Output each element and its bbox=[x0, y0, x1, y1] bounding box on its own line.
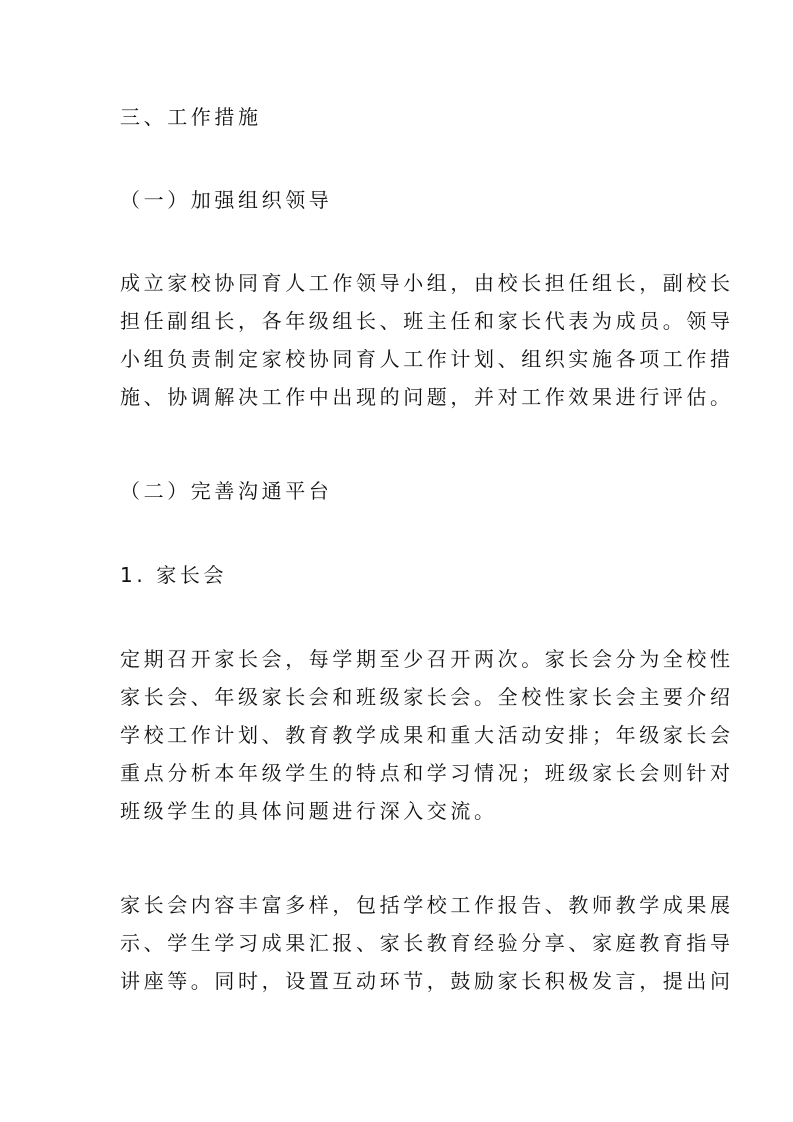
item-1-heading-text: 1. 家长会 bbox=[120, 563, 228, 587]
paragraph-line: 家长会、年级家长会和班级家长会。全校性家长会主要介绍 bbox=[120, 685, 734, 709]
subsection-1-paragraph bbox=[120, 264, 734, 416]
paragraph-line: 成立家校协同育人工作领导小组，由校长担任组长，副校长 bbox=[120, 271, 734, 295]
paragraph-line: 学校工作计划、教育教学成果和重大活动安排；年级家长会 bbox=[120, 723, 734, 747]
paragraph-line: 示、学生学习成果汇报、家长教育经验分享、家庭教育指导 bbox=[120, 931, 734, 955]
item-1-heading bbox=[120, 556, 680, 594]
section-heading-text: 三、工作措施 bbox=[120, 105, 262, 129]
subsection-1-heading bbox=[120, 181, 680, 219]
subsection-1-heading-text: （一）加强组织领导 bbox=[120, 188, 333, 212]
item-1-paragraph-1 bbox=[120, 640, 734, 830]
paragraph-line: 小组负责制定家校协同育人工作计划、组织实施各项工作措 bbox=[120, 347, 734, 371]
paragraph-line: 家长会内容丰富多样，包括学校工作报告、教师教学成果展 bbox=[120, 893, 734, 917]
paragraph-line: 重点分析本年级学生的特点和学习情况；班级家长会则针对 bbox=[120, 761, 734, 785]
paragraph-line: 担任副组长，各年级组长、班主任和家长代表为成员。领导 bbox=[120, 309, 734, 333]
item-1-paragraph-2 bbox=[120, 886, 734, 1000]
paragraph-line: 讲座等。同时，设置互动环节，鼓励家长积极发言，提出问 bbox=[120, 969, 734, 993]
paragraph-line: 施、协调解决工作中出现的问题，并对工作效果进行评估。 bbox=[120, 385, 734, 409]
subsection-2-heading-text: （二）完善沟通平台 bbox=[120, 479, 333, 503]
paragraph-line: 定期召开家长会，每学期至少召开两次。家长会分为全校性 bbox=[120, 647, 734, 671]
paragraph-line: 班级学生的具体问题进行深入交流。 bbox=[120, 799, 498, 823]
subsection-2-heading bbox=[120, 472, 680, 510]
section-heading bbox=[120, 98, 680, 136]
